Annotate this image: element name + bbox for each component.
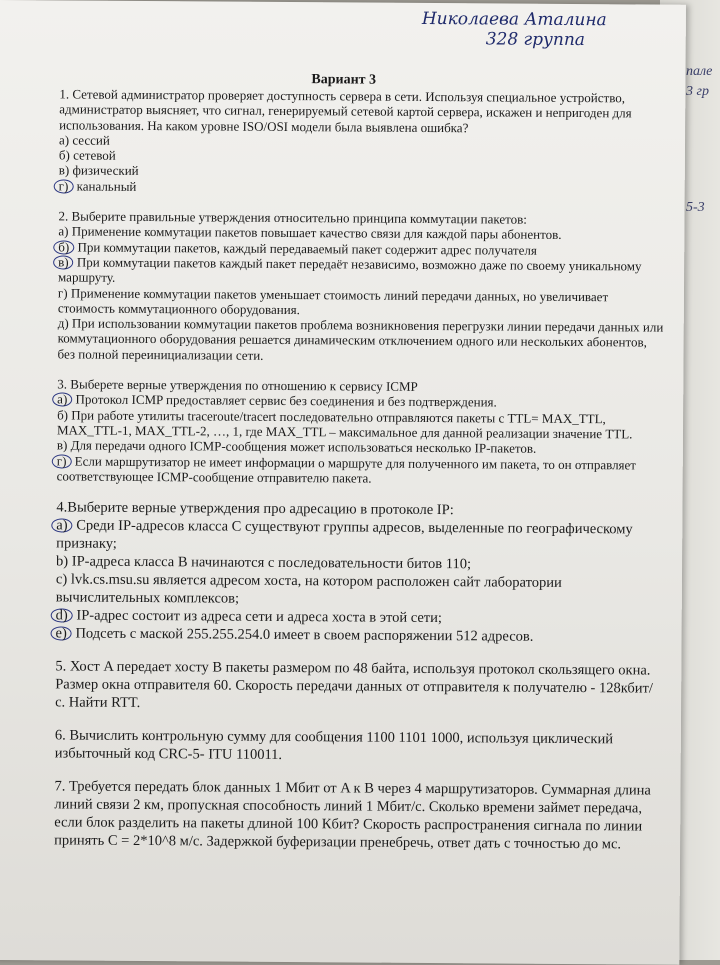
option-letter: а): [58, 132, 70, 148]
handwritten-group: 328 группа: [485, 29, 586, 51]
variant-title: Вариант 3: [311, 72, 377, 88]
question-2: [57, 208, 664, 365]
option-text: Подсеть с маской 255.255.254.0 имеет в своем распоряжении 512 адресов.: [75, 625, 534, 645]
question-text: 2. Выберите правильные утверждения относительно принципа коммутации пакетов:: [58, 208, 527, 227]
option-text: сетевой: [73, 147, 116, 163]
option: [56, 571, 662, 611]
option-letter-circled: г): [54, 179, 74, 193]
question-text: 6. Вычислить контрольную сумму для сообщения 1100 1101 1000, используя циклический избыточный код CRC-5- ITU 110011.: [54, 727, 614, 764]
option-selected: [56, 517, 662, 557]
option-letter: в): [56, 437, 68, 453]
option-text: Если маршрутизатор не имеет информации о маршруте для полученного им пакета, то он отправляет соответствующее ICMP-сообщение отправителю пакета.: [56, 453, 637, 486]
option-letter: а): [58, 223, 69, 239]
option-text: При коммутации пакетов, каждый передаваемый пакет содержит адрес получателя: [77, 239, 537, 258]
option-text: Протокол ICMP предоставляет сервис без соединения и без подтверждения.: [75, 391, 497, 410]
option-text: сессий: [72, 132, 110, 148]
option-letter-circled: a): [51, 518, 72, 532]
question-1: [59, 86, 666, 197]
option-text: IP-адрес состоит из адреса сети и адреса хоста в этой сети;: [76, 607, 443, 627]
question-7: [54, 778, 660, 854]
option: [57, 407, 663, 442]
option-letter-circled: d): [51, 608, 73, 622]
handwritten-name: Николаева Аталина: [421, 8, 607, 31]
option-letter: в): [58, 162, 70, 178]
question-text: 4.Выберите верные утверждения про адресацию в протоколе IP:: [56, 499, 454, 519]
option-text: Среди IP-адресов класса C существуют группы адресов, выделенные по географическому признаку;: [56, 517, 633, 552]
question-6: [55, 727, 661, 767]
option-letter: д): [57, 315, 69, 331]
question-text: 1. Сетевой администратор проверяет доступность сервера в сети. Используя специальное устройство, администратор выясняет, что сигнал, генерируемый сетевой картой сервера, искажен и непригоден для использования. На каком уровне ISO/OSI модели была выявлена ошибка?: [59, 86, 632, 135]
question-text: 3. Выберете верные утверждения по отношению к сервису ICMP: [57, 376, 418, 394]
option-text: При работе утилиты traceroute/tracert последовательно отправляются пакеты с TTL= MAX_TTL, MAX_TTL-1, MAX_TTL-2, …, 1, где MAX_TTL – максимальное для данной реализации значение TTL.: [56, 407, 633, 442]
option-text: lvk.cs.msu.su является адресом хоста, на котором расположен сайт лаборатории вычислительных комплексов;: [55, 571, 562, 607]
background-scrawl-2: 3 гр: [686, 84, 709, 99]
question-text: 5. Хост A передает хосту B пакеты размером по 48 байта, используя протокол скользящего окна. Размер окна отправителя 60. Скорость передачи данных от отправителя к получателю - 128кбит/с. Найти RTT.: [55, 658, 653, 712]
question-text: 7. Требуется передать блок данных 1 Мбит от A к B через 4 маршрутизаторов. Суммарная длина линий связи 2 км, пропускная способность линий 1 Мбит/с. Сколько времени займет передача, если блок разделить на пакеты длиной 100 Кбит? Скорость распространения сигнала по линии принять C = 2*10^8 м/с. Задержкой буферизации пренебречь, ответ дать с точностью до мс.: [54, 778, 651, 853]
option-letter: b): [56, 553, 69, 570]
option-selected: [57, 453, 663, 488]
option-text: IP-адреса класса B начинаются с последовательности битов 110;: [71, 553, 472, 573]
option-letter-circled: а): [52, 393, 72, 407]
option: [58, 285, 664, 320]
option-letter-circled: в): [53, 255, 74, 269]
question-3: [57, 376, 664, 487]
option-letter: б): [58, 147, 70, 163]
option-text: При использовании коммутации пакетов проблема возникновения перегрузки линии передачи данных или коммутационного оборудования решается динамическим отключением одного или нескольких абонентов, без полной переинициализации сети.: [57, 315, 664, 363]
option-selected: [58, 254, 664, 289]
option-selected: [56, 625, 662, 647]
option-selected: [59, 178, 665, 198]
option-letter: c): [55, 571, 68, 588]
option-text: При коммутации пакетов каждый пакет передаёт независимо, возможно даже по своему уникальному маршруту.: [58, 254, 642, 286]
option: [57, 316, 663, 366]
background-scrawl-1: палe: [686, 64, 713, 79]
question-5: [55, 658, 661, 716]
option-text: Применение коммутации пакетов уменьшает стоимость линий передачи данных, но увеличивает стоимость коммутационного оборудования.: [57, 285, 609, 317]
background-scrawl-3: 5-3: [686, 200, 705, 215]
option-letter-circled: г): [52, 454, 72, 468]
option-letter: г): [57, 284, 68, 301]
option-letter: б): [57, 407, 69, 423]
option-letter-circled: e): [51, 626, 72, 640]
option-letter-circled: б): [53, 240, 74, 254]
questions: [54, 86, 665, 868]
question-4: [56, 499, 663, 647]
option-text: физический: [72, 162, 139, 179]
option-text: канальный: [76, 178, 137, 194]
option-text: Применение коммутации пакетов повышает качество связи для каждой пары абонентов.: [71, 223, 562, 243]
option-text: Для передачи одного ICMP-сообщения может использоваться несколько IP-пакетов.: [70, 437, 537, 456]
